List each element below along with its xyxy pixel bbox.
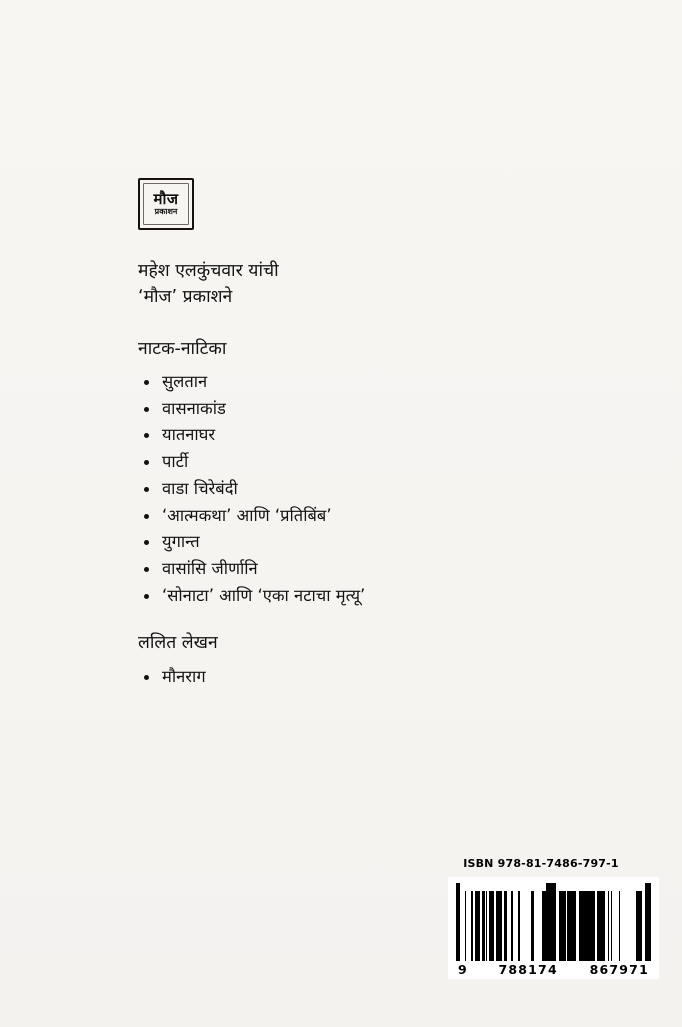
- bullet-icon: [144, 407, 149, 412]
- book-title: युगान्त: [162, 532, 200, 552]
- publisher-heading-line2: ‘मौज’ प्रकाशने: [138, 287, 233, 308]
- content-column: [138, 258, 558, 713]
- book-title: सुलतान: [162, 372, 208, 391]
- book-title: वासनाकांड: [162, 398, 226, 418]
- isbn-label: ISBN 978-81-7486-797-1: [463, 857, 619, 870]
- publisher-logo: [138, 178, 196, 232]
- publisher-heading: [138, 258, 558, 311]
- barcode-area: [448, 857, 649, 979]
- section-prose: [138, 631, 558, 690]
- list-item: [138, 476, 558, 503]
- list-item: [138, 369, 558, 396]
- list-item: [138, 449, 558, 476]
- list-item: [138, 396, 558, 423]
- mauj-prakashan-logo-icon: [138, 178, 194, 230]
- bullet-icon: [144, 540, 149, 545]
- bullet-icon: [144, 460, 149, 465]
- barcode-digits-right: 867971: [589, 962, 649, 977]
- logo-top-text: मौज: [153, 190, 179, 208]
- bullet-icon: [144, 380, 149, 385]
- section-plays: [138, 337, 558, 610]
- book-title: मौनराग: [162, 666, 206, 686]
- book-title: वाडा चिरेबंदी: [162, 478, 238, 498]
- section-title-prose: ललित लेखन: [138, 633, 218, 654]
- logo-bottom-text: प्रकाशन: [154, 207, 178, 216]
- barcode-image: [448, 877, 659, 979]
- bullet-icon: [144, 567, 149, 572]
- book-list-plays: [138, 369, 558, 609]
- barcode-digits: [456, 961, 651, 977]
- book-title: यातनाघर: [162, 425, 216, 445]
- barcode-bars: [456, 883, 651, 961]
- book-title: वासांसि जीर्णानि: [162, 559, 258, 579]
- list-item: [138, 556, 558, 583]
- publisher-heading-line1: महेश एलकुंचवार यांची: [138, 261, 279, 281]
- book-list-prose: [138, 664, 558, 691]
- bullet-icon: [144, 487, 149, 492]
- book-title: ‘आत्मकथा’ आणि ‘प्रतिबिंब’: [162, 505, 332, 525]
- section-title-plays: नाटक-नाटिका: [138, 338, 227, 359]
- list-item: [138, 529, 558, 556]
- barcode-digits-left: 788174: [498, 962, 558, 977]
- bullet-icon: [144, 594, 149, 599]
- bullet-icon: [144, 433, 149, 438]
- barcode-digit-lead: 9: [458, 962, 467, 977]
- book-title: ‘सोनाटा’ आणि ‘एका नटाचा मृत्यू’: [162, 585, 366, 605]
- book-title: पार्टी: [162, 452, 189, 472]
- bullet-icon: [144, 675, 149, 680]
- list-item: [138, 583, 558, 610]
- bullet-icon: [144, 514, 149, 519]
- list-item: [138, 503, 558, 530]
- list-item: [138, 664, 558, 691]
- list-item: [138, 422, 558, 449]
